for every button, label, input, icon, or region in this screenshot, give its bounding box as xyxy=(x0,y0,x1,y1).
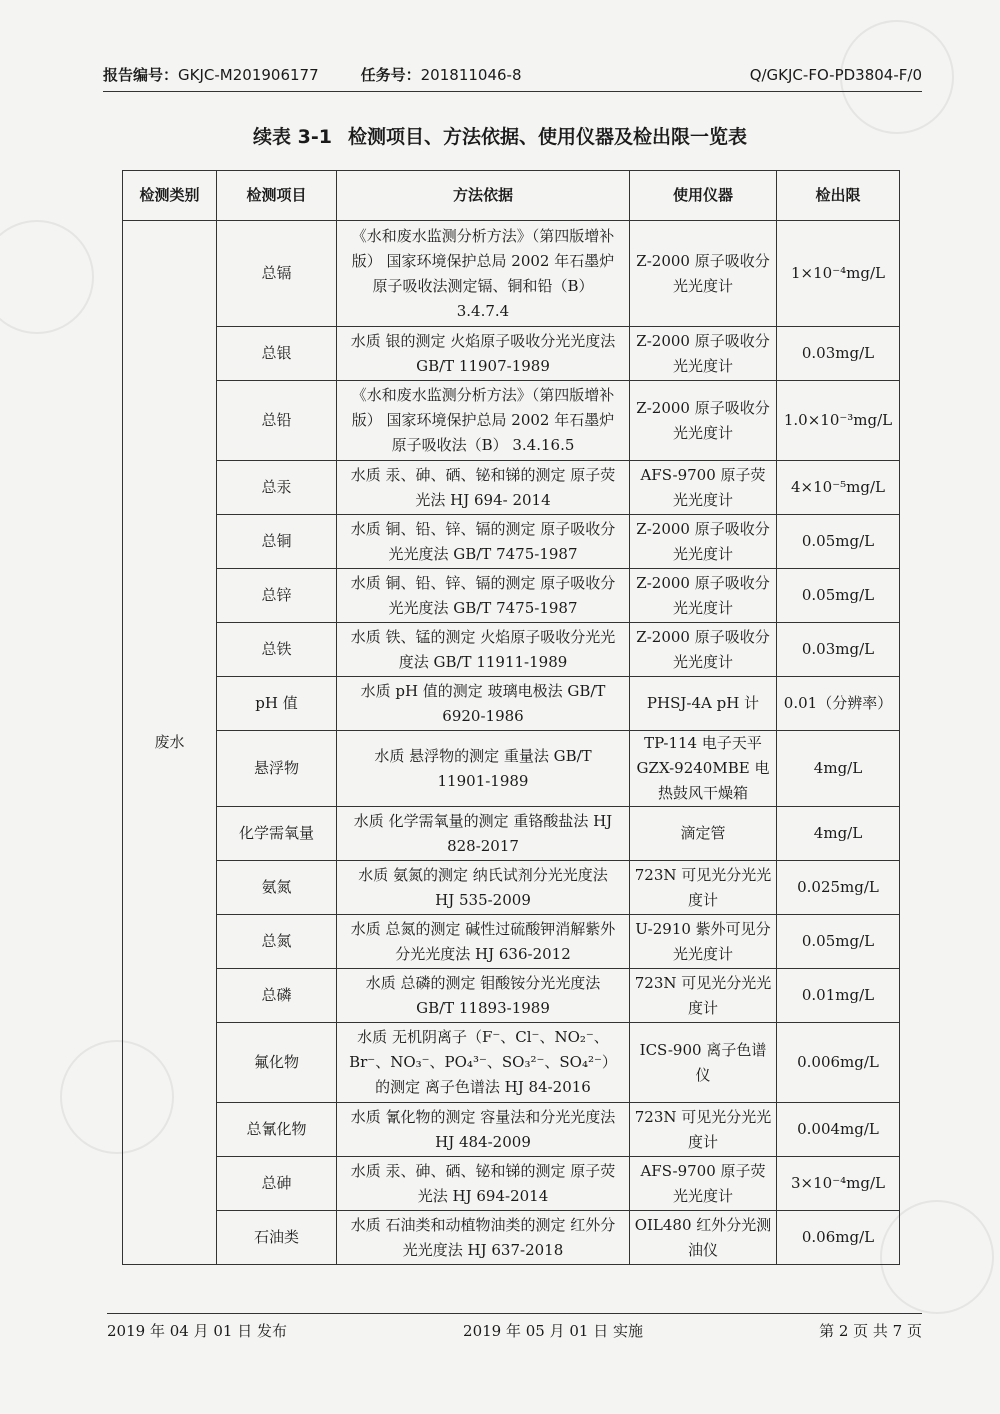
table-row xyxy=(123,569,900,623)
limit-cell: 0.05mg/L xyxy=(777,515,900,569)
table-row xyxy=(123,1211,900,1265)
item-cell: 氟化物 xyxy=(217,1023,337,1103)
limit-cell: 0.03mg/L xyxy=(777,623,900,677)
table-number: 续表 3-1 xyxy=(253,126,332,148)
table-row xyxy=(123,807,900,861)
instrument-cell: ICS-900 离子色谱仪 xyxy=(630,1023,777,1103)
table-row xyxy=(123,861,900,915)
table-row xyxy=(123,1157,900,1211)
item-cell: 总铁 xyxy=(217,623,337,677)
item-cell: 总氰化物 xyxy=(217,1103,337,1157)
item-cell: 石油类 xyxy=(217,1211,337,1265)
table-header-row xyxy=(123,171,900,221)
item-cell: 总磷 xyxy=(217,969,337,1023)
instrument-cell: 723N 可见光分光光度计 xyxy=(630,1103,777,1157)
limit-cell: 0.05mg/L xyxy=(777,569,900,623)
item-cell: 总氮 xyxy=(217,915,337,969)
table-row xyxy=(123,623,900,677)
table-row xyxy=(123,515,900,569)
table-row xyxy=(123,677,900,731)
table-row xyxy=(123,969,900,1023)
table-title-text: 检测项目、方法依据、使用仪器及检出限一览表 xyxy=(347,126,747,148)
instrument-cell: Z-2000 原子吸收分光光度计 xyxy=(630,623,777,677)
limit-cell: 4mg/L xyxy=(777,731,900,807)
table-row xyxy=(123,461,900,515)
item-cell: 总铅 xyxy=(217,381,337,461)
table-row xyxy=(123,327,900,381)
method-cell: 水质 氨氮的测定 纳氏试剂分光光度法 HJ 535-2009 xyxy=(337,861,630,915)
instrument-cell: 723N 可见光分光光度计 xyxy=(630,969,777,1023)
instrument-cell: Z-2000 原子吸收分光光度计 xyxy=(630,221,777,327)
instrument-cell: Z-2000 原子吸收分光光度计 xyxy=(630,569,777,623)
watermark-stamp xyxy=(0,220,94,334)
instrument-cell: TP-114 电子天平 GZX-9240MBE 电热鼓风干燥箱 xyxy=(630,731,777,807)
method-cell: 水质 氰化物的测定 容量法和分光光度法 HJ 484-2009 xyxy=(337,1103,630,1157)
limit-cell: 4×10⁻⁵mg/L xyxy=(777,461,900,515)
method-cell: 水质 铜、铅、锌、镉的测定 原子吸收分光光度法 GB/T 7475-1987 xyxy=(337,569,630,623)
item-cell: pH 值 xyxy=(217,677,337,731)
task-number: 任务号：201811046-8 xyxy=(360,66,522,84)
item-cell: 化学需氧量 xyxy=(217,807,337,861)
instrument-cell: Z-2000 原子吸收分光光度计 xyxy=(630,381,777,461)
table-body xyxy=(123,221,900,1265)
limit-cell: 1.0×10⁻³mg/L xyxy=(777,381,900,461)
limit-cell: 0.05mg/L xyxy=(777,915,900,969)
item-cell: 总汞 xyxy=(217,461,337,515)
issue-date: 2019 年 04 月 01 日 发布 xyxy=(107,1322,287,1340)
method-cell: 水质 铜、铅、锌、镉的测定 原子吸收分光光度法 GB/T 7475-1987 xyxy=(337,515,630,569)
form-code: Q/GKJC-FO-PD3804-F/0 xyxy=(749,65,922,84)
instrument-cell: Z-2000 原子吸收分光光度计 xyxy=(630,327,777,381)
instrument-cell: OIL480 红外分光测油仪 xyxy=(630,1211,777,1265)
item-cell: 氨氮 xyxy=(217,861,337,915)
method-cell: 水质 无机阴离子（F⁻、Cl⁻、NO₂⁻、Br⁻、NO₃⁻、PO₄³⁻、SO₃²⁻、SO₄²⁻）的测定 离子色谱法 HJ 84-2016 xyxy=(337,1023,630,1103)
effective-date: 2019 年 05 月 01 日 实施 xyxy=(463,1322,643,1340)
limit-cell: 4mg/L xyxy=(777,807,900,861)
method-cell: 《水和废水监测分析方法》（第四版增补版） 国家环境保护总局 2002 年石墨炉原子吸收法测定镉、铜和铅（B）3.4.7.4 xyxy=(337,221,630,327)
item-cell: 总砷 xyxy=(217,1157,337,1211)
col-header-item: 检测项目 xyxy=(217,171,337,221)
limit-cell: 0.01（分辨率） xyxy=(777,677,900,731)
table-row xyxy=(123,221,900,327)
instrument-cell: PHSJ-4A pH 计 xyxy=(630,677,777,731)
method-cell: 水质 悬浮物的测定 重量法 GB/T 11901-1989 xyxy=(337,731,630,807)
limit-cell: 0.025mg/L xyxy=(777,861,900,915)
page-number: 第 2 页 共 7 页 xyxy=(819,1322,922,1340)
method-cell: 水质 总磷的测定 钼酸铵分光光度法 GB/T 11893-1989 xyxy=(337,969,630,1023)
limit-cell: 0.03mg/L xyxy=(777,327,900,381)
limit-cell: 1×10⁻⁴mg/L xyxy=(777,221,900,327)
method-cell: 水质 总氮的测定 碱性过硫酸钾消解紫外分光光度法 HJ 636-2012 xyxy=(337,915,630,969)
report-number: 报告编号：GKJC-M201906177 xyxy=(103,66,319,84)
method-cell: 《水和废水监测分析方法》（第四版增补版） 国家环境保护总局 2002 年石墨炉原子吸收法（B） 3.4.16.5 xyxy=(337,381,630,461)
method-cell: 水质 银的测定 火焰原子吸收分光光度法 GB/T 11907-1989 xyxy=(337,327,630,381)
instrument-cell: Z-2000 原子吸收分光光度计 xyxy=(630,515,777,569)
table-row xyxy=(123,1103,900,1157)
method-cell: 水质 汞、砷、硒、铋和锑的测定 原子荧光法 HJ 694-2014 xyxy=(337,1157,630,1211)
instrument-cell: AFS-9700 原子荧光光度计 xyxy=(630,461,777,515)
method-cell: 水质 铁、锰的测定 火焰原子吸收分光光度法 GB/T 11911-1989 xyxy=(337,623,630,677)
limit-cell: 0.004mg/L xyxy=(777,1103,900,1157)
document-footer xyxy=(107,1313,922,1341)
item-cell: 总铜 xyxy=(217,515,337,569)
detection-methods-table xyxy=(122,170,900,1265)
method-cell: 水质 石油类和动植物油类的测定 红外分光光度法 HJ 637-2018 xyxy=(337,1211,630,1265)
table-row xyxy=(123,731,900,807)
instrument-cell: U-2910 紫外可见分光光度计 xyxy=(630,915,777,969)
limit-cell: 0.01mg/L xyxy=(777,969,900,1023)
table-row xyxy=(123,915,900,969)
col-header-limit: 检出限 xyxy=(777,171,900,221)
item-cell: 总银 xyxy=(217,327,337,381)
limit-cell: 0.06mg/L xyxy=(777,1211,900,1265)
method-cell: 水质 汞、砷、硒、铋和锑的测定 原子荧光法 HJ 694- 2014 xyxy=(337,461,630,515)
col-header-instrument: 使用仪器 xyxy=(630,171,777,221)
instrument-cell: 723N 可见光分光光度计 xyxy=(630,861,777,915)
method-cell: 水质 化学需氧量的测定 重铬酸盐法 HJ 828-2017 xyxy=(337,807,630,861)
limit-cell: 0.006mg/L xyxy=(777,1023,900,1103)
item-cell: 总镉 xyxy=(217,221,337,327)
method-cell: 水质 pH 值的测定 玻璃电极法 GB/T 6920-1986 xyxy=(337,677,630,731)
category-cell: 废水 xyxy=(123,221,217,1265)
col-header-category: 检测类别 xyxy=(123,171,217,221)
table-title xyxy=(0,122,1000,149)
instrument-cell: AFS-9700 原子荧光光度计 xyxy=(630,1157,777,1211)
table-row xyxy=(123,381,900,461)
document-header xyxy=(103,64,922,92)
col-header-method: 方法依据 xyxy=(337,171,630,221)
item-cell: 悬浮物 xyxy=(217,731,337,807)
instrument-cell: 滴定管 xyxy=(630,807,777,861)
limit-cell: 3×10⁻⁴mg/L xyxy=(777,1157,900,1211)
table-row xyxy=(123,1023,900,1103)
item-cell: 总锌 xyxy=(217,569,337,623)
